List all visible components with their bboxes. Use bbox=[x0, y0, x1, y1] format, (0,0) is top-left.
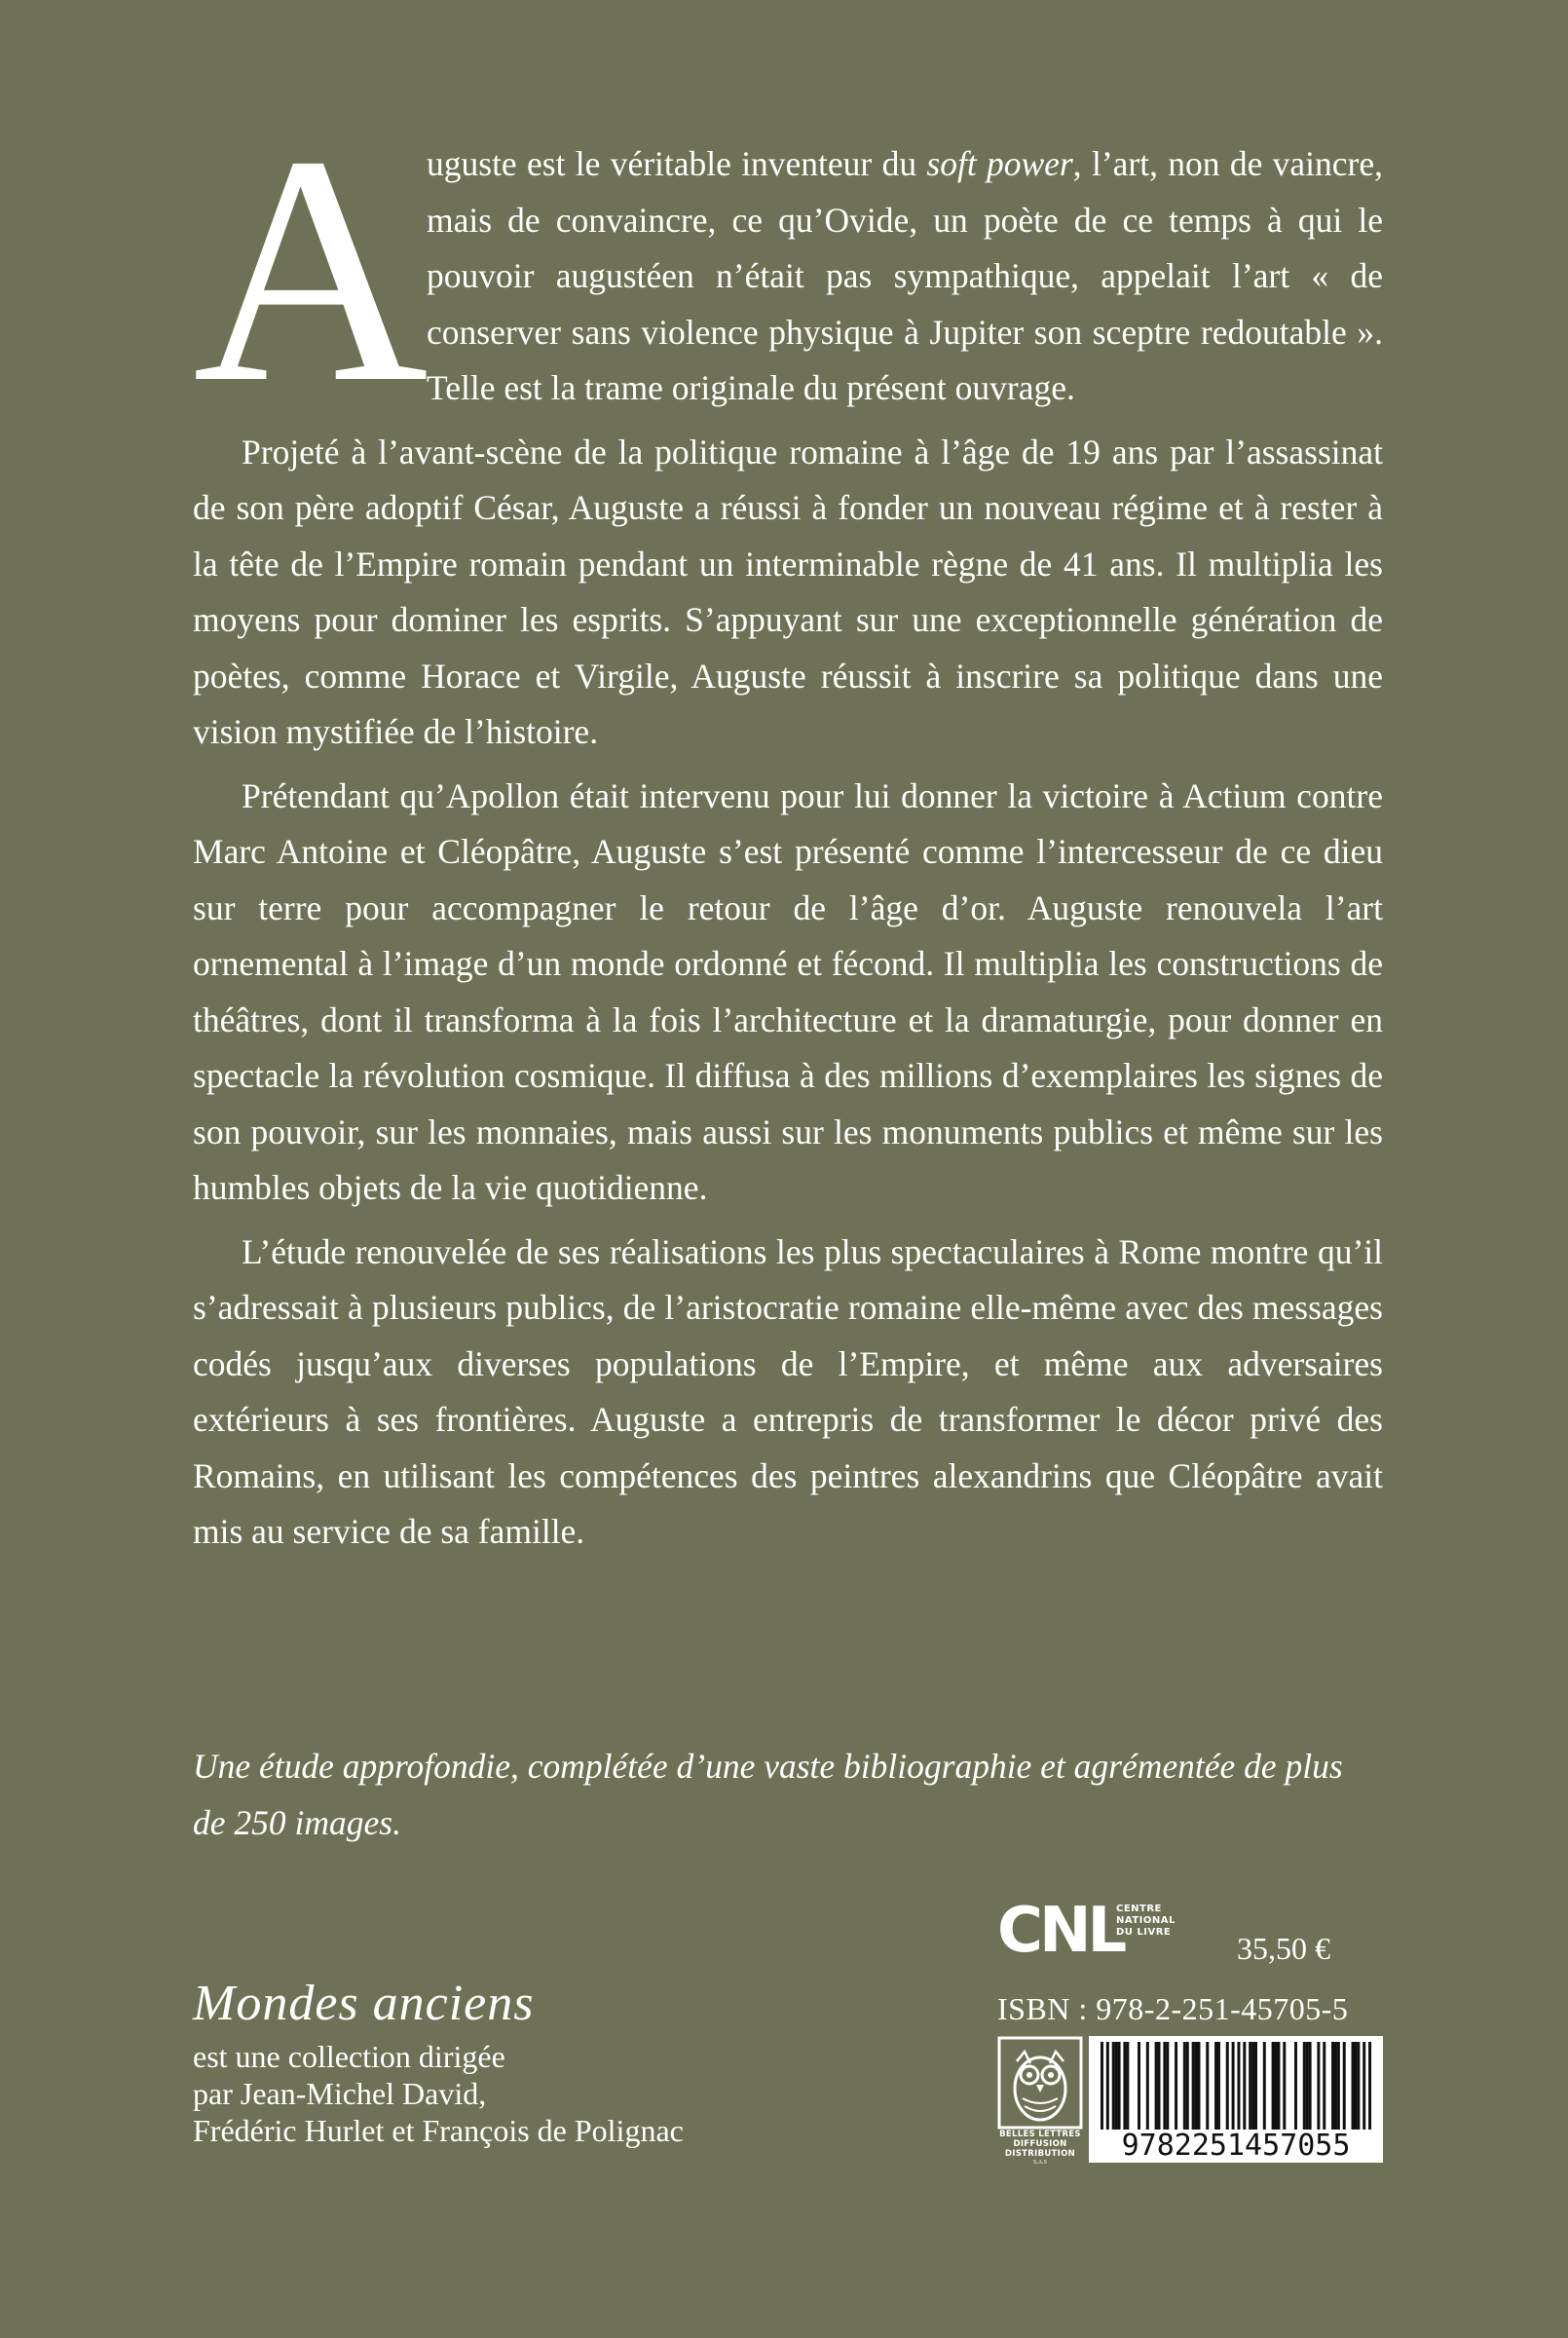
paragraph-3: Prétendant qu’Apollon était intervenu pour lui donner la victoire à Actium contre Marc Antoine et Cléopâtre, Auguste s’est présenté comme l’intercesseur de ce dieu sur terre pour accompagner le retour de l’âge d’or. Auguste renouvela l’art ornemental à l’image d’un monde ordonné et fécond. Il multiplia les constructions de théâtres, dont il transforma à la fois l’architecture et la dramaturgie, pour donner en spectacle la révolution cosmique. Il diffusa à des millions d’exemplaires les signes de son pouvoir, sur les monnaies, mais aussi sur les monuments publics et même sur les humbles objets de la vie quotidienne. bbox=[193, 775, 1383, 1207]
collection-line-3: Frédéric Hurlet et François de Polignac bbox=[193, 2113, 684, 2148]
barcode-bar bbox=[1251, 2042, 1254, 2131]
intro-text-start: uguste est le véritable inventeur du bbox=[427, 144, 927, 183]
barcode-bar bbox=[1197, 2042, 1200, 2131]
barcode-bar bbox=[1158, 2042, 1161, 2131]
barcode-bar bbox=[1112, 2042, 1115, 2131]
collection-name: Mondes anciens bbox=[193, 1976, 535, 2031]
barcode-bar bbox=[1354, 2042, 1357, 2131]
collection-info bbox=[193, 1970, 684, 2149]
barcode bbox=[1089, 2036, 1383, 2163]
paragraph-2: Projeté à l’avant-scène de la politique romaine à l’âge de 19 ans par l’assassinat de son père adoptif César, Auguste a réussi à fonder un nouveau régime et à rester à la tête de l’Empire romain pendant un interminable règne de 41 ans. Il multiplia les moyens pour dominer les esprits. S’appuyant sur une exceptionnelle génération de poètes, comme Horace et Virgile, Auguste réussit à inscrire sa politique dans une vision mystifiée de l’histoire. bbox=[193, 432, 1383, 751]
cnl-caption bbox=[1116, 1904, 1176, 1939]
barcode-bar bbox=[1118, 2042, 1121, 2131]
barcode-bar bbox=[1214, 2042, 1217, 2131]
intro-italic: soft power bbox=[926, 144, 1073, 183]
barcode-bar bbox=[1306, 2042, 1309, 2131]
owl-icon bbox=[997, 2036, 1083, 2130]
cnl-caption-line: CENTRE bbox=[1116, 1904, 1162, 1914]
barcode-bar bbox=[1249, 2042, 1251, 2131]
intro-paragraph bbox=[193, 89, 1384, 450]
cnl-logo bbox=[997, 1895, 1182, 1967]
cnl-letters: CNL bbox=[997, 1895, 1124, 1967]
barcode-bar bbox=[1123, 2042, 1126, 2131]
barcode-bar bbox=[1206, 2042, 1209, 2131]
cnl-caption-line: DU LIVRE bbox=[1116, 1927, 1172, 1938]
barcode-bar bbox=[1263, 2042, 1266, 2131]
barcode-bar bbox=[1323, 2042, 1325, 2131]
intro-text-end: , l’art, non de vaincre, mais de convaincre, ce qu’Ovide, un poète de ce temps à qui le pouvoir augustéen n’était pas sympathique, appelait l’art « de conserver sans violence physique à Jupiter son sceptre redoutable ». Telle est la trame originale du présent ouvrage. bbox=[427, 144, 1384, 407]
publisher-caption-line: DISTRIBUTION bbox=[1004, 2149, 1076, 2159]
barcode-bar bbox=[1115, 2042, 1118, 2131]
barcode-bar bbox=[1217, 2042, 1220, 2131]
barcode-bar bbox=[1303, 2042, 1306, 2131]
barcode-bar bbox=[1183, 2042, 1186, 2131]
barcode-bar bbox=[1294, 2042, 1297, 2131]
barcode-bar bbox=[1309, 2042, 1312, 2131]
barcode-bar bbox=[1155, 2042, 1158, 2131]
barcode-bar bbox=[1186, 2042, 1189, 2131]
barcode-bar bbox=[1192, 2042, 1195, 2131]
barcode-bar bbox=[1138, 2042, 1140, 2131]
barcode-bar bbox=[1175, 2042, 1177, 2131]
barcode-bar bbox=[1243, 2042, 1246, 2131]
publisher-caption-line: DIFFUSION bbox=[1013, 2139, 1067, 2149]
publisher-caption-line: BELLES LETTRES bbox=[999, 2130, 1081, 2139]
barcode-bar bbox=[1126, 2042, 1129, 2131]
barcode-bar bbox=[1277, 2042, 1280, 2131]
publisher-caption bbox=[997, 2130, 1083, 2159]
barcode-bar bbox=[1146, 2042, 1149, 2131]
barcode-bar bbox=[1254, 2042, 1257, 2131]
barcode-digits: 9782251457055 bbox=[1089, 2130, 1383, 2163]
barcode-bar bbox=[1317, 2042, 1320, 2131]
barcode-bar bbox=[1337, 2042, 1340, 2131]
back-cover-text bbox=[193, 89, 1384, 1561]
collection-line-2: par Jean-Michel David, bbox=[193, 2076, 487, 2111]
barcode-bar bbox=[1343, 2042, 1346, 2131]
cnl-caption-line: NATIONAL bbox=[1116, 1915, 1176, 1926]
publisher-logo bbox=[997, 2036, 1083, 2172]
barcode-bar bbox=[1195, 2042, 1198, 2131]
barcode-bar bbox=[1163, 2042, 1166, 2131]
barcode-bar bbox=[1226, 2042, 1229, 2131]
barcode-bar bbox=[1272, 2042, 1275, 2131]
barcode-bar bbox=[1334, 2042, 1337, 2131]
collection-line-1: est une collection dirigée bbox=[193, 2039, 505, 2074]
price: 35,50 € bbox=[1237, 1931, 1330, 1966]
barcode-bar bbox=[1352, 2042, 1355, 2131]
barcode-bar bbox=[1166, 2042, 1169, 2131]
isbn: ISBN : 978-2-251-45705-5 bbox=[997, 1991, 1349, 2026]
barcode-bar bbox=[1283, 2042, 1286, 2131]
publisher-suffix: S.A.S bbox=[1032, 2160, 1047, 2166]
drop-cap: A bbox=[193, 89, 429, 450]
paragraph-4: L’étude renouvelée de ses réalisations les plus spectaculaires à Rome montre qu’il s’adressait à plusieurs publics, de l’aristocratie romaine elle-même avec des messages codés jusqu’aux diverses populations de l’Empire, et même aux adversaires extérieurs à ses frontières. Auguste a entrepris de transformer le décor privé des Romains, en utilisant les compétences des peintres alexandrins que Cléopâtre avait mis au service de sa famille. bbox=[193, 1231, 1383, 1551]
barcode-bar bbox=[1357, 2042, 1360, 2131]
barcode-bar bbox=[1331, 2042, 1334, 2131]
closing-statement: Une étude approfondie, complétée d’une vaste bibliographie et agrémentée de plus de 250 images. bbox=[193, 1747, 1343, 1842]
barcode-bar bbox=[1275, 2042, 1278, 2131]
